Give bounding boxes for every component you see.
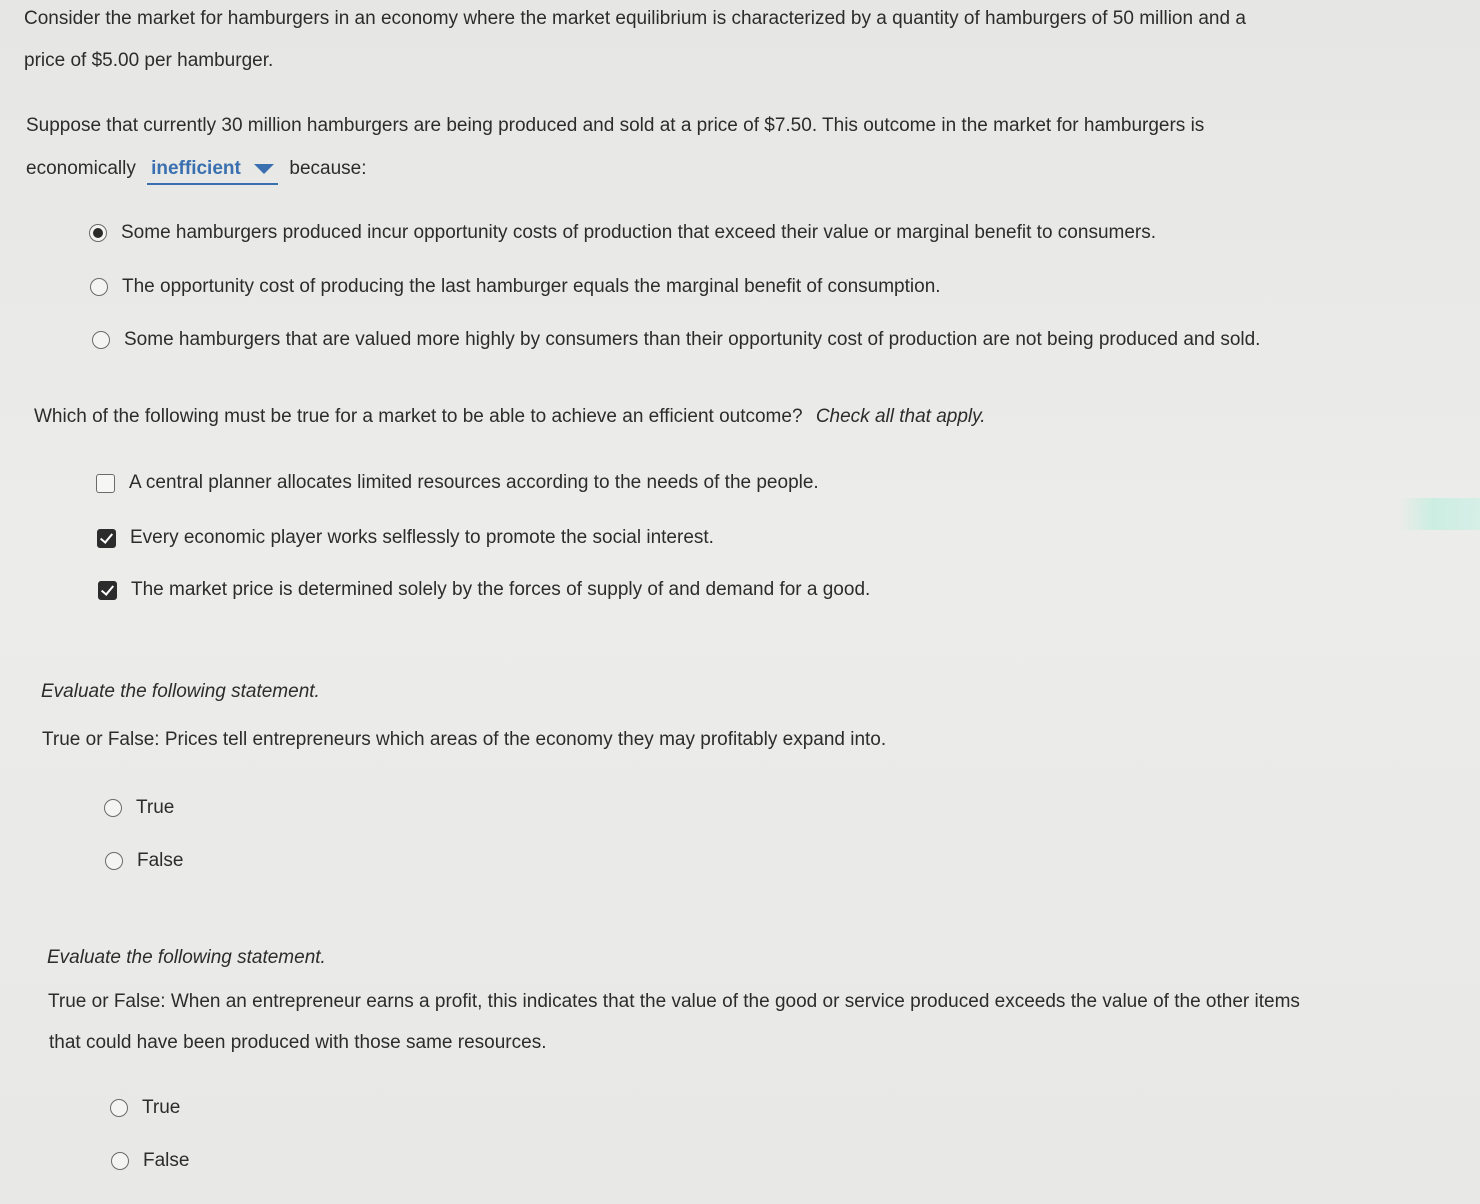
q4-heading: Evaluate the following statement. (47, 947, 326, 968)
radio-selected-icon[interactable] (89, 224, 107, 242)
q2-option-1[interactable] (96, 472, 819, 494)
q4-option-false-label: False (143, 1150, 190, 1171)
q1-option-1-label: Some hamburgers produced incur opportunity costs of production that exceed their value or marginal benefit to consumers. (121, 222, 1157, 243)
q2-option-1-label: A central planner allocates limited resources according to the needs of the people. (129, 472, 819, 493)
checkbox-checked-icon[interactable] (98, 581, 117, 600)
efficiency-dropdown[interactable] (147, 158, 278, 185)
q1-intro-line1: Consider the market for hamburgers in an economy where the market equilibrium is characterized by a quantity of hamburgers of 50 million and a (24, 8, 1246, 29)
q1-scenario-line1: Suppose that currently 30 million hamburgers are being produced and sold at a price of $7.50. This outcome in the market for hamburgers is (26, 115, 1205, 136)
radio-icon[interactable] (90, 278, 108, 296)
q1-scenario-prefix: economically (26, 158, 136, 179)
q3-option-true-label: True (136, 797, 175, 818)
radio-icon[interactable] (111, 1152, 129, 1170)
screen-glare (1400, 498, 1480, 530)
q2-option-3-label: The market price is determined solely by the forces of supply of and demand for a good. (131, 579, 871, 600)
q3-statement: True or False: Prices tell entrepreneurs which areas of the economy they may profitably expand into. (42, 729, 887, 750)
q1-intro-line2: price of $5.00 per hamburger. (24, 50, 274, 71)
q4-statement-line1: True or False: When an entrepreneur earns a profit, this indicates that the value of the good or service produced exceeds the value of the other items (48, 991, 1300, 1012)
q2-option-3[interactable] (98, 579, 870, 601)
radio-icon[interactable] (104, 799, 122, 817)
q4-option-true[interactable] (110, 1097, 180, 1119)
q3-heading: Evaluate the following statement. (41, 681, 320, 702)
q2-question (34, 406, 986, 429)
q1-option-1[interactable] (89, 222, 1156, 244)
q2-instruction: Check all that apply. (815, 406, 986, 427)
radio-icon[interactable] (110, 1099, 128, 1117)
q1-scenario-suffix: because: (289, 158, 367, 179)
q2-question-text: Which of the following must be true for a market to be able to achieve an efficient outcome? (34, 406, 803, 427)
q1-option-2-label: The opportunity cost of producing the last hamburger equals the marginal benefit of consumption. (122, 276, 941, 297)
q1-option-3[interactable] (92, 329, 1260, 351)
q1-option-2[interactable] (90, 276, 941, 298)
checkbox-icon[interactable] (96, 474, 115, 493)
q3-option-false-label: False (137, 850, 184, 871)
q2-option-2[interactable] (97, 527, 714, 549)
q2-option-2-label: Every economic player works selflessly to promote the social interest. (130, 527, 714, 548)
q1-option-3-label: Some hamburgers that are valued more highly by consumers than their opportunity cost of production are not being produced and sold. (124, 329, 1261, 350)
q1-scenario-line2 (26, 158, 367, 185)
q3-option-true[interactable] (104, 797, 174, 819)
radio-icon[interactable] (92, 331, 110, 349)
checkbox-checked-icon[interactable] (97, 529, 116, 548)
q4-option-false[interactable] (111, 1150, 189, 1172)
q4-statement-line2: that could have been produced with those same resources. (49, 1032, 547, 1053)
efficiency-dropdown-value: inefficient (151, 158, 241, 179)
chevron-down-icon (254, 164, 274, 174)
q4-option-true-label: True (142, 1097, 181, 1118)
q3-option-false[interactable] (105, 850, 183, 872)
radio-icon[interactable] (105, 852, 123, 870)
